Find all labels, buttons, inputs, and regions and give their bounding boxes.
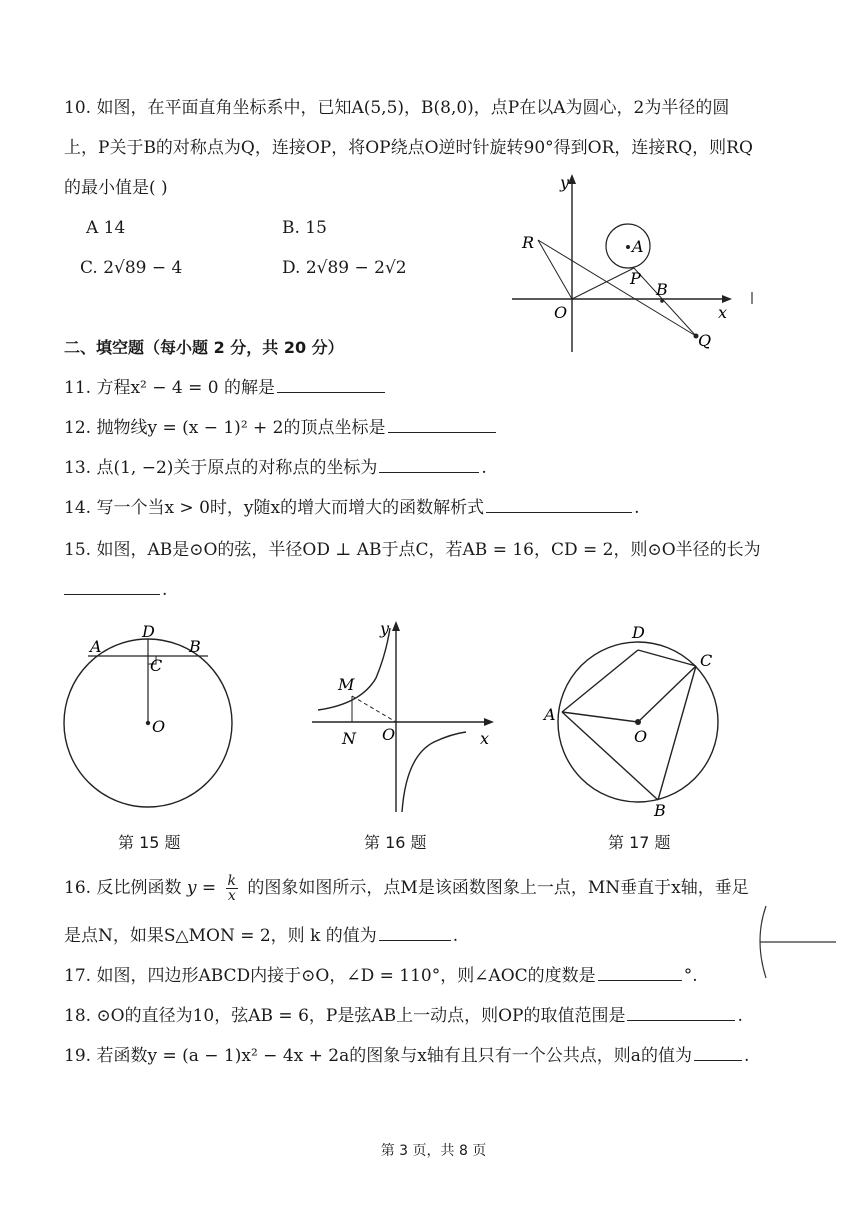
segment-or bbox=[538, 240, 572, 299]
label-o: O bbox=[152, 717, 166, 736]
label-x: x bbox=[718, 303, 728, 322]
q19-end: . bbox=[743, 1046, 750, 1066]
q14-end: . bbox=[634, 498, 640, 518]
q11 bbox=[64, 376, 387, 400]
label-a: A bbox=[90, 637, 102, 656]
x-axis-arrow bbox=[484, 718, 494, 726]
q16-line2 bbox=[64, 924, 458, 948]
figure-15 bbox=[58, 618, 248, 818]
label-b: B bbox=[656, 280, 668, 299]
label-q: Q bbox=[698, 331, 712, 350]
q16-pre: 16. 反比例函数 bbox=[64, 878, 182, 898]
q13-answer-blank[interactable] bbox=[379, 456, 479, 473]
label-o: O bbox=[634, 727, 648, 746]
figure-17 bbox=[540, 616, 730, 822]
q10-option-c: C. 2√89 − 4 bbox=[80, 258, 183, 278]
q12 bbox=[64, 416, 498, 440]
label-x: x bbox=[480, 729, 490, 748]
label-b: B bbox=[189, 637, 201, 656]
q18-answer-blank[interactable] bbox=[627, 1004, 735, 1021]
q16-fraction bbox=[226, 874, 238, 903]
q14-answer-blank[interactable] bbox=[486, 496, 632, 513]
label-y: y bbox=[560, 173, 570, 192]
q18-text: 18. ⊙O的直径为10，弦AB = 6，P是弦AB上一动点，则OP的取值范围是 bbox=[64, 1006, 626, 1026]
side-cb bbox=[658, 666, 696, 800]
q18-end: . bbox=[737, 1006, 743, 1026]
label-o: O bbox=[554, 303, 568, 322]
binding-mark bbox=[752, 902, 842, 982]
label-c: C bbox=[700, 651, 713, 670]
side-dc bbox=[638, 650, 696, 666]
q16-frac-denominator: x bbox=[227, 888, 236, 904]
q17-end: °. bbox=[683, 966, 698, 986]
q11-text: 11. 方程x² − 4 = 0 的解是 bbox=[64, 378, 275, 398]
q16-line2-text: 是点N，如果S△MON = 2，则 k 的值为 bbox=[64, 926, 377, 946]
q13 bbox=[64, 456, 487, 480]
label-d: D bbox=[142, 622, 155, 641]
segment-op bbox=[572, 268, 634, 299]
label-m: M bbox=[338, 675, 355, 694]
q19 bbox=[64, 1044, 749, 1068]
q15-answer-blank[interactable] bbox=[64, 578, 160, 595]
segment-mo bbox=[352, 696, 396, 722]
segment-ao bbox=[562, 712, 638, 722]
q16-answer-blank[interactable] bbox=[379, 924, 451, 941]
q16-end: . bbox=[452, 926, 459, 946]
q19-text: 19. 若函数y = (a − 1)x² − 4x + 2a的图象与x轴有且只有一个公共点，则a的值为 bbox=[64, 1046, 692, 1066]
center-o bbox=[635, 719, 641, 725]
label-y: y bbox=[380, 619, 390, 638]
q10-line2: 上，P关于B的对称点为Q，连接OP，将OP绕点O逆时针旋转90°得到OR，连接RQ，则RQ bbox=[64, 138, 753, 158]
q14-text: 14. 写一个当x > 0时，y随x的增大而增大的函数解析式 bbox=[64, 498, 485, 518]
q18 bbox=[64, 1004, 743, 1028]
label-p: P bbox=[630, 269, 641, 288]
label-n: N bbox=[342, 729, 356, 748]
section-title: 二、填空题（每小题 2 分，共 20 分） bbox=[64, 338, 344, 357]
q10-line1: 10. 如图，在平面直角坐标系中，已知A(5,5)，B(8,0)，点P在以A为圆心，2为半径的圆 bbox=[64, 98, 730, 118]
segment-pq bbox=[634, 268, 696, 336]
q14 bbox=[64, 496, 640, 520]
side-ba bbox=[562, 712, 658, 800]
label-a: A bbox=[632, 237, 644, 256]
q19-answer-blank[interactable] bbox=[694, 1044, 742, 1061]
curve-branch-4th-quadrant bbox=[402, 732, 466, 812]
q11-answer-blank[interactable] bbox=[277, 376, 385, 393]
label-o: O bbox=[382, 725, 396, 744]
point-a bbox=[626, 245, 630, 249]
caption-15: 第 15 题 bbox=[118, 833, 181, 852]
q10-figure bbox=[500, 170, 770, 360]
q15-end: . bbox=[162, 580, 168, 600]
q17-text: 17. 如图，四边形ABCD内接于⊙O，∠D = 110°，则∠AOC的度数是 bbox=[64, 966, 596, 986]
q12-text: 12. 抛物线y = (x − 1)² + 2的顶点坐标是 bbox=[64, 418, 386, 438]
x-axis-arrow bbox=[722, 295, 732, 303]
label-d: D bbox=[632, 623, 645, 642]
q17-answer-blank[interactable] bbox=[598, 964, 682, 981]
caption-17: 第 17 题 bbox=[608, 833, 671, 852]
label-a: A bbox=[544, 705, 556, 724]
q10-option-a: A 14 bbox=[86, 218, 126, 238]
q13-text: 13. 点(1, −2)关于原点的对称点的坐标为 bbox=[64, 458, 378, 478]
caption-16: 第 16 题 bbox=[364, 833, 427, 852]
q16-frac-numerator: k bbox=[227, 873, 237, 889]
q10-option-b: B. 15 bbox=[282, 218, 327, 238]
y-axis-arrow bbox=[392, 621, 400, 631]
q10-option-d: D. 2√89 − 2√2 bbox=[282, 258, 407, 278]
q17 bbox=[64, 964, 698, 988]
q15-line1: 15. 如图，AB是⊙O的弦，半径OD ⊥ AB于点C，若AB = 16，CD = 2，则⊙O半径的长为 bbox=[64, 540, 761, 560]
q15-line2 bbox=[64, 578, 167, 602]
q10-line3: 的最小值是( ) bbox=[64, 178, 168, 198]
label-b: B bbox=[654, 801, 666, 820]
label-r: R bbox=[522, 233, 535, 252]
q13-end: . bbox=[481, 458, 487, 478]
q12-answer-blank[interactable] bbox=[388, 416, 496, 433]
segment-oc bbox=[638, 666, 696, 722]
label-c: C bbox=[150, 656, 163, 675]
figure-16 bbox=[306, 616, 506, 816]
q16-post: 的图象如图所示，点M是该函数图象上一点，MN垂直于x轴，垂足 bbox=[247, 878, 749, 898]
side-ad bbox=[562, 650, 638, 712]
page-footer: 第 3 页，共 8 页 bbox=[380, 1143, 487, 1159]
y-axis-arrow bbox=[568, 174, 576, 184]
point-b bbox=[660, 299, 664, 303]
q16-func-lhs: y = bbox=[186, 878, 217, 898]
center-o bbox=[146, 721, 150, 725]
q16-line1 bbox=[64, 874, 749, 903]
